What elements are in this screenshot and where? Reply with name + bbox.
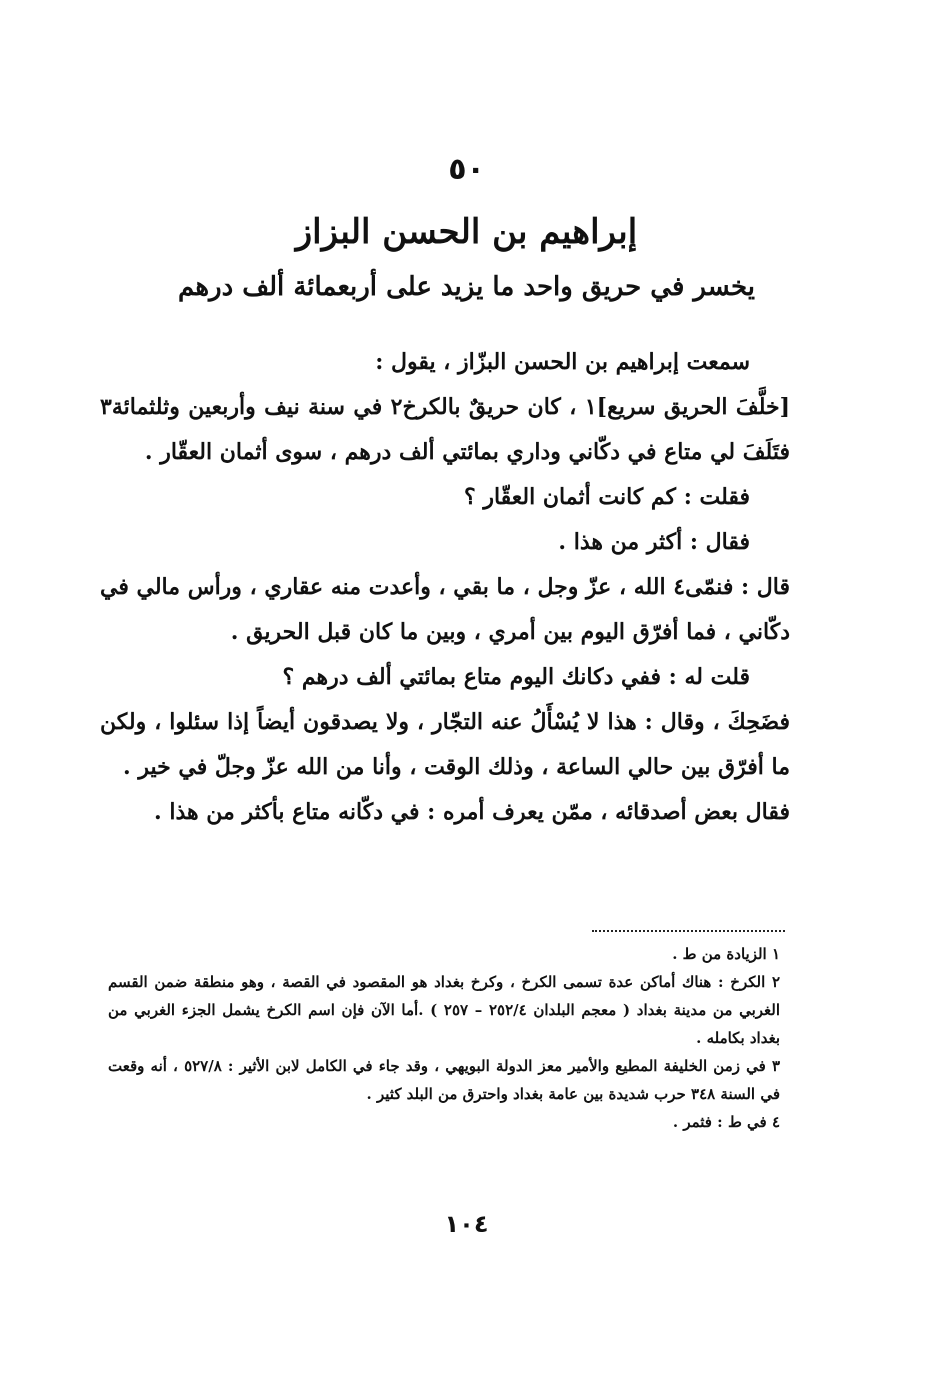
paragraph: فقال بعض أصدقائه ، ممّن يعرف أمره : في دكّانه متاع بأكثر من هذا . (154, 799, 790, 825)
paragraph: قال : فنمّى٤ الله ، عزّ وجل ، ما بقي ، وأعدت منه عقاري ، ورأس مالي في دكّاني ، فما أفرّق اليوم بين أمري ، وبين ما كان قبل الحريق . (100, 574, 790, 645)
paragraph: سمعت إبراهيم بن الحسن البزّاز ، يقول : (375, 349, 750, 375)
footnote: ٣ في زمن الخليفة المطيع والأمير معز الدولة البويهي ، وقد جاء في الكامل لابن الأثير : ٥٢٧/٨ ، أنه وقعت في السنة ٣٤٨ حرب شديدة بين عامة بغداد واحترق من البلد كثير . (108, 1057, 780, 1103)
footnote: ٤ في ط : فثمر . (672, 1113, 780, 1131)
paragraph: فقلت : كم كانت أثمان العقّار ؟ (464, 484, 750, 510)
page-number: ١٠٤ (444, 1210, 489, 1238)
section-number: ٥٠ (448, 152, 485, 187)
footnote: ١ الزيادة من ط . (672, 945, 780, 963)
paragraph: فضَحِكَ ، وقال : هذا لا يُسْأَلُ عنه التجّار ، ولا يصدقون أيضاً إذا سئلوا ، ولكن ما أفرّق بين حالي الساعة ، وذلك الوقت ، وأنا من الله عزّ وجلّ في خير . (100, 709, 790, 780)
paragraph: قلت له : ففي دكانك اليوم متاع بمائتي ألف درهم ؟ (282, 664, 750, 690)
paragraph: [خلَّفَ الحريق سريع]١ ، كان حريقٌ بالكرخ٢ في سنة نيف وأربعين وثلثمائة٣ فتَلَفَ لي متاع في دكّاني وداري بمائتي ألف درهم ، سوى أثمان العقّار . (100, 394, 790, 465)
footnote: ٢ الكرخ : هناك أماكن عدة تسمى الكرخ ، وكرخ بغداد هو المقصود في القصة ، وهو منطقة ضمن القسم الغربي من مدينة بغداد ( معجم البلدان ٢٥٢/٤ – ٢٥٧ ) .أما الآن فإن اسم الكرخ يشمل الجزء الغربي من بغداد بكامله . (108, 973, 780, 1047)
page-subtitle: يخسر في حريق واحد ما يزيد على أربعمائة ألف درهم (178, 272, 755, 302)
footnotes (108, 940, 780, 1136)
page-title: إبراهيم بن الحسن البزاز (295, 212, 638, 252)
footnote-divider (592, 930, 785, 932)
body-text (100, 340, 790, 835)
paragraph: فقال : أكثر من هذا . (558, 529, 750, 555)
